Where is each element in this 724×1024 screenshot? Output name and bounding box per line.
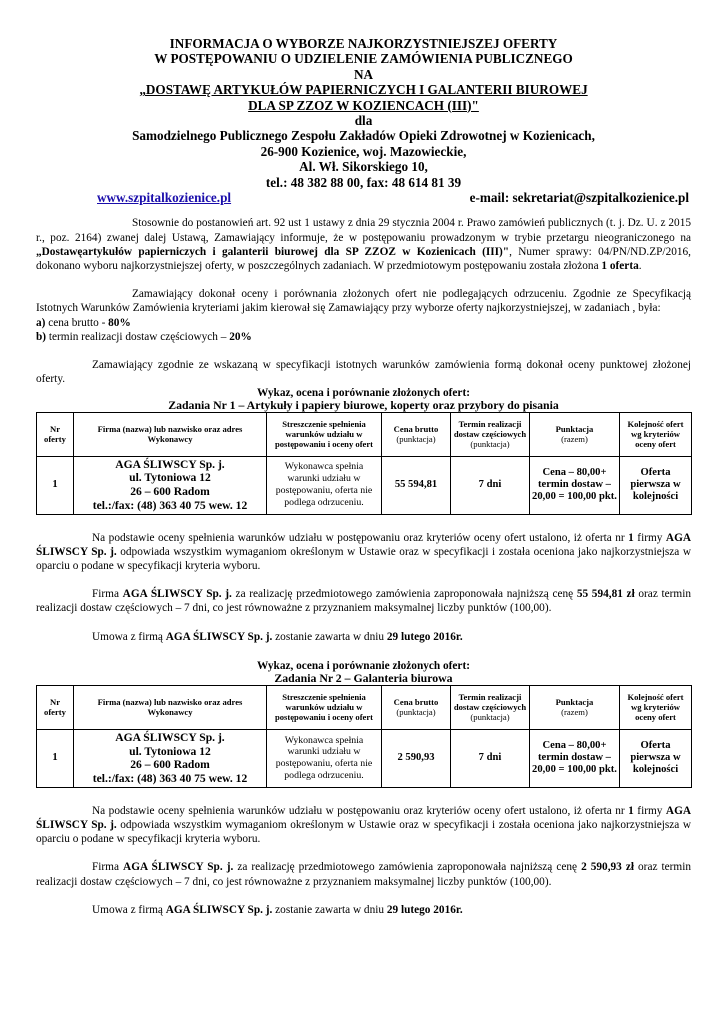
task2-conclusion	[36, 804, 691, 847]
task2-firm: AGA ŚLIWSCY Sp. j.	[36, 804, 692, 831]
task2-title: Zadania Nr 2 – Galanteria biurowa	[274, 671, 453, 686]
document-header	[36, 36, 691, 190]
criterion-a-label: a)	[36, 316, 46, 329]
header-line-1: INFORMACJA O WYBORZE NAJKORZYSTNIEJSZEJ OFERTY	[169, 36, 558, 51]
table-row	[37, 729, 692, 787]
task1-contract	[36, 630, 691, 644]
term-cell: 7 dni	[451, 456, 530, 514]
header-price-sub: (punktacja)	[396, 434, 436, 444]
header-line-4: „DOSTAWĘ ARTYKUŁÓW PAPIERNICZYCH I GALANTERII BIUROWEJ	[139, 82, 588, 98]
task2-contract	[36, 903, 691, 917]
firm-city: 26 – 600 Radom	[130, 485, 210, 498]
firm-cell	[74, 456, 267, 514]
document-page	[36, 36, 691, 917]
header-nr: Nr oferty	[37, 412, 74, 456]
score-cell: Cena – 80,00+ termin dostaw – 20,00 = 100,00 pkt.	[530, 456, 620, 514]
task1-title: Zadania Nr 1 – Artykuły i papiery biurowe, koperty oraz przybory do pisania	[168, 397, 559, 412]
header-score-sub: (razem)	[561, 434, 588, 444]
firm-city: 26 – 600 Radom	[130, 758, 210, 772]
website-link[interactable]: www.szpitalkozienice.pl	[97, 190, 232, 206]
contact-line	[36, 190, 691, 205]
task2-price-c: za realizację przedmiotowego zamówienia zaproponowała najniższą cenę	[233, 861, 582, 874]
task1-contract-a: Umowa z firmą	[92, 630, 166, 643]
price-cell: 2 590,93	[382, 729, 451, 787]
task1-price-paragraph	[36, 587, 691, 615]
intro-text-a: Stosownie do postanowień art. 92 ust 1 ustawy z dnia 29 stycznia 2004 r. Prawo zamówień publicznych (t. j. Dz. U. z 2015 r., poz. 2164) zwanej dalej Ustawą, Zamawiający informuje, że w postępowaniu prowadzonym w trybie przetargu nieograniczonego na	[36, 217, 691, 244]
criterion-a-text: cena brutto -	[45, 316, 109, 329]
intro-paragraph	[36, 216, 691, 273]
firm-name: AGA ŚLIWSCY Sp. j.	[115, 731, 225, 745]
rank-cell: Oferta pierwsza w kolejności	[620, 456, 692, 514]
intro-text-c: , Numer sprawy: 04/PN/ND.ZP/2016, dokonano wyboru najkorzystniejszej oferty, w poszczególnych zadaniach. W przedmiotowym postępowaniu została złożona	[36, 245, 691, 273]
criterion-a	[36, 316, 691, 330]
header-price-label: Cena brutto	[393, 697, 439, 708]
header-price	[382, 685, 451, 729]
task2-price-paragraph	[36, 860, 691, 888]
header-summary: Streszczenie spełnienia warunków udziału w postępowaniu i oceny ofert	[267, 412, 382, 456]
header-score	[530, 412, 620, 456]
task1-price-a: Firma	[92, 588, 123, 601]
header-term	[451, 685, 530, 729]
offer-number: 1	[37, 729, 74, 787]
rank-cell: Oferta pierwsza w kolejności	[620, 729, 692, 787]
header-rank: Kolejność ofert wg kryteriów oceny ofert	[620, 412, 692, 456]
price-cell: 55 594,81	[382, 456, 451, 514]
task2-conclusion-a: Na podstawie oceny spełnienia warunków udziału w postępowaniu oraz kryteriów oceny ofert ustalono, iż oferta nr	[92, 804, 629, 817]
task2-contract-a: Umowa z firmą	[92, 903, 166, 916]
intro-text-e: .	[638, 260, 642, 273]
header-line-3: NA	[353, 66, 374, 82]
intro-offer-count: 1 oferta	[601, 260, 639, 273]
task2-contract-firm: AGA ŚLIWSCY Sp. j.	[165, 903, 273, 916]
task2-contract-date: 29 lutego 2016r.	[386, 903, 463, 916]
task1-contract-firm: AGA ŚLIWSCY Sp. j.	[165, 630, 273, 643]
header-term-sub: (punktacja)	[470, 439, 510, 450]
header-line-2: W POSTĘPOWANIU O UDZIELENIE ZAMÓWIENIA PUBLICZNEGO	[154, 51, 573, 67]
task2-header-row	[37, 685, 692, 729]
task1-firm: AGA ŚLIWSCY Sp. j.	[36, 531, 692, 558]
task2-table	[36, 685, 692, 788]
task1-conclusion-a: Na podstawie oceny spełnienia warunków udziału w postępowaniu oraz kryteriów oceny ofert ustalono, iż oferta nr	[92, 531, 629, 544]
term-cell: 7 dni	[451, 729, 530, 787]
task1-price-value: 55 594,81 zł	[576, 588, 635, 601]
task1-contract-c: zostanie zawarta w dniu	[272, 630, 387, 643]
header-price	[382, 412, 451, 456]
firm-phone: tel.:/fax: (48) 363 40 75 wew. 12	[92, 498, 248, 512]
firm-street: ul. Tytoniowa 12	[129, 744, 211, 758]
task1-offer-nr: 1	[628, 531, 634, 544]
task2-price-value: 2 590,93 zł	[581, 861, 634, 874]
header-firm: Firma (nazwa) lub nazwisko oraz adres Wykonawcy	[74, 412, 267, 456]
table-row	[37, 456, 692, 514]
task1-contract-date: 29 lutego 2016r.	[386, 630, 463, 643]
header-term	[451, 412, 530, 456]
header-summary: Streszczenie spełnienia warunków udziału w postępowaniu i oceny ofert	[267, 685, 382, 729]
task2-conclusion-e: odpowiada wszystkim wymaganiom określonym w Ustawie oraz w specyfikacji i została oceniona jako najkorzystniejsza w oparciu o podane w specyfikacji kryteria wyboru.	[36, 818, 691, 846]
header-line-5: DLA SP ZZOZ W KOZIENCACH (III)"	[248, 97, 479, 113]
task2-price-e: oraz termin realizacji dostaw częściowych – 7 dni, co jest równoważne z przyznaniem maksymalnej liczby punktów (100,00).	[36, 861, 691, 888]
header-rank: Kolejność ofert wg kryteriów oceny ofert	[620, 685, 692, 729]
header-price-sub: (punktacja)	[396, 707, 436, 718]
firm-phone: tel.:/fax: (48) 363 40 75 wew. 12	[92, 771, 248, 785]
task1-conclusion-e: odpowiada wszystkim wymaganiom określonym w Ustawie oraz w specyfikacji i została oceniona jako najkorzystniejsza w oparciu o podane w specyfikacji kryteria wyboru.	[36, 545, 691, 572]
task2-price-firm: AGA ŚLIWSCY Sp. j.	[123, 861, 234, 874]
task1-header-row	[37, 412, 692, 456]
criterion-b-text: termin realizacji dostaw częściowych –	[46, 330, 230, 343]
task2-list-title: Wykaz, ocena i porównanie złożonych ofert:	[257, 659, 470, 672]
header-score	[530, 685, 620, 729]
criterion-b-value: 20%	[229, 330, 252, 343]
header-score-label: Punktacja	[555, 423, 594, 434]
header-line-8: 26-900 Kozienice, woj. Mazowieckie,	[260, 143, 467, 159]
task2-offer-nr: 1	[628, 804, 634, 817]
task2-contract-c: zostanie zawarta w dniu	[272, 903, 387, 916]
evaluation-paragraph: Zamawiający zgodnie ze wskazaną w specyfikacji istotnych warunków zamówienia formą dokonał oceny punktowej złożonej oferty.	[36, 359, 691, 386]
task1-conclusion-c: firmy	[633, 531, 666, 544]
header-line-9: Al. Wł. Sikorskiego 10,	[299, 159, 428, 175]
task2-price-a: Firma	[92, 861, 124, 874]
criterion-b-label: b)	[36, 330, 47, 343]
task1-list-title: Wykaz, ocena i porównanie złożonych ofert:	[257, 386, 470, 399]
header-line-10: tel.: 48 382 88 00, fax: 48 614 81 39	[265, 174, 462, 190]
task2-conclusion-c: firmy	[633, 804, 666, 817]
header-score-sub: (razem)	[561, 707, 588, 718]
email-text: e-mail: sekretariat@szpitalkozienice.pl	[469, 190, 689, 206]
task1-table	[36, 412, 692, 515]
header-line-7: Samodzielnego Publicznego Zespołu Zakładów Opieki Zdrowotnej w Kozienicach,	[132, 128, 595, 144]
header-term-sub: (punktacja)	[470, 712, 510, 723]
task1-price-firm: AGA ŚLIWSCY Sp. j.	[122, 588, 232, 601]
header-line-6: dla	[354, 113, 373, 129]
header-nr: Nr oferty	[37, 685, 74, 729]
criterion-b	[36, 330, 691, 344]
task1-price-e: oraz termin realizacji dostaw częściowych – 7 dni, co jest równoważne z przyznaniem maksymalnej liczby punktów (100,00).	[36, 588, 692, 615]
header-term-label: Termin realizacji dostaw częściowych	[453, 691, 527, 713]
firm-name: AGA ŚLIWSCY Sp. j.	[115, 457, 225, 471]
task1-conclusion	[36, 531, 691, 574]
firm-cell	[74, 729, 267, 787]
criterion-a-value: 80%	[108, 316, 131, 329]
task1-price-c: za realizację przedmiotowego zamówienia zaproponowała najniższą cenę	[231, 588, 577, 601]
criteria-paragraph: Zamawiający dokonał oceny i porównania złożonych ofert nie podlegających odrzuceniu. Zgodnie ze Specyfikacją Istotnych Warunków Zamówienia kryteriami jakim kierował się Zamawiający przy wyborze oferty najkorzystniejszej, w zadaniach , była:	[36, 288, 691, 315]
header-score-label: Punktacja	[555, 697, 594, 708]
header-term-label: Termin realizacji dostaw częściowych	[453, 418, 527, 439]
intro-tender-name: „Dostawęartykułów papierniczych i galanterii biurowej dla SP ZZOZ w Kozienicach (III)"	[36, 245, 510, 258]
score-cell: Cena – 80,00+ termin dostaw – 20,00 = 100,00 pkt.	[530, 729, 620, 787]
offer-number: 1	[37, 456, 74, 514]
firm-street: ul. Tytoniowa 12	[129, 471, 211, 485]
header-price-label: Cena brutto	[393, 423, 439, 434]
summary-cell: Wykonawca spełnia warunki udziału w postępowaniu, oferta nie podlega odrzuceniu.	[267, 456, 382, 514]
header-firm: Firma (nazwa) lub nazwisko oraz adres Wykonawcy	[74, 685, 267, 729]
summary-cell: Wykonawca spełnia warunki udziału w postępowaniu, oferta nie podlega odrzuceniu.	[267, 729, 382, 787]
